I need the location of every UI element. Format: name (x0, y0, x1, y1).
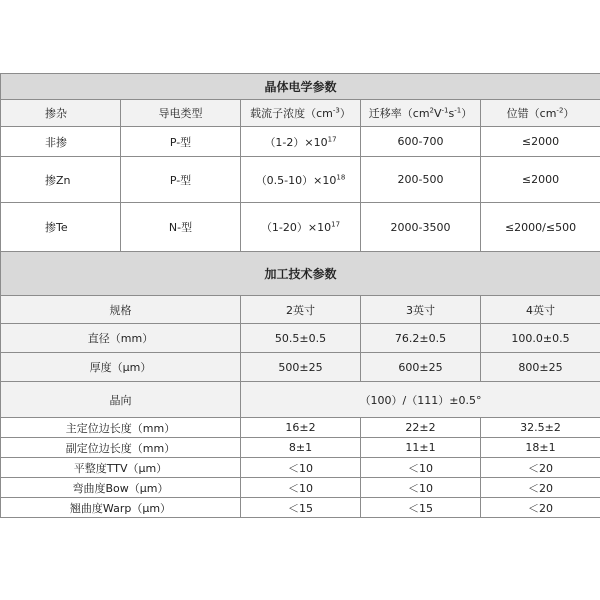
header-dislocation: 位错$(cm^{-2})$ (481, 100, 600, 127)
value-2inch: ＜15 (241, 498, 361, 518)
carrier-cell: $(1-20)\times 10^{17}$ (241, 203, 361, 252)
dopant-cell: 掺Zn (1, 157, 121, 203)
table-row (1, 438, 600, 458)
dislocation-cell: ≤2000 (481, 127, 600, 157)
value-3inch: 22±2 (361, 418, 481, 438)
value-3inch: 600±25 (361, 353, 481, 382)
table-row (1, 203, 600, 252)
value-3inch: ＜15 (361, 498, 481, 518)
row-label: 平整度TTV（μm） (1, 458, 241, 478)
type-cell: P-型 (121, 157, 241, 203)
table-row (1, 324, 600, 353)
header-carrier-concentration: 载流子浓度$(cm^{-3})$ (241, 100, 361, 127)
row-label: 弯曲度Bow（μm） (1, 478, 241, 498)
electrical-title-row (1, 74, 600, 100)
row-label: 翘曲度Warp（μm） (1, 498, 241, 518)
value-3inch: ＜10 (361, 478, 481, 498)
value-2inch: 50.5±0.5 (241, 324, 361, 353)
table-row (1, 498, 600, 518)
row-label: 厚度（μm） (1, 353, 241, 382)
value-2inch: 500±25 (241, 353, 361, 382)
table-row (1, 157, 600, 203)
value-4inch: 18±1 (481, 438, 600, 458)
value-2inch: ＜10 (241, 458, 361, 478)
value-4inch: ＜20 (481, 458, 600, 478)
carrier-cell: $(0.5-10)\times 10^{18}$ (241, 157, 361, 203)
parameters-table (0, 73, 600, 518)
table-row (1, 458, 600, 478)
table-row (1, 353, 600, 382)
header-4inch: 4英寸 (481, 296, 600, 324)
electrical-header-row (1, 100, 600, 127)
dislocation-cell: ≤2000 (481, 157, 600, 203)
row-label: 副定位边长度（mm） (1, 438, 241, 458)
type-cell: N-型 (121, 203, 241, 252)
header-spec: 规格 (1, 296, 241, 324)
mobility-cell: 600-700 (361, 127, 481, 157)
header-dopant: 掺杂 (1, 100, 121, 127)
value-3inch: 11±1 (361, 438, 481, 458)
mobility-cell: 200-500 (361, 157, 481, 203)
orientation-label: 晶向 (1, 382, 241, 418)
header-3inch: 3英寸 (361, 296, 481, 324)
processing-header-row (1, 296, 600, 324)
table-row (1, 478, 600, 498)
dopant-cell: 掺Te (1, 203, 121, 252)
value-4inch: 800±25 (481, 353, 600, 382)
spec-sheet (0, 73, 600, 518)
value-2inch: ＜10 (241, 478, 361, 498)
row-label: 直径（mm） (1, 324, 241, 353)
value-4inch: 100.0±0.5 (481, 324, 600, 353)
header-mobility: 迁移率$(cm^2V^{-1}s^{-1})$ (361, 100, 481, 127)
value-3inch: 76.2±0.5 (361, 324, 481, 353)
electrical-title: 晶体电学参数 (1, 74, 600, 100)
value-4inch: ＜20 (481, 498, 600, 518)
type-cell: P-型 (121, 127, 241, 157)
processing-title: 加工技术参数 (1, 252, 600, 296)
carrier-cell: $(1-2)\times 10^{17}$ (241, 127, 361, 157)
table-row (1, 418, 600, 438)
row-label: 主定位边长度（mm） (1, 418, 241, 438)
table-row (1, 127, 600, 157)
dislocation-cell: ≤2000/≤500 (481, 203, 600, 252)
value-4inch: ＜20 (481, 478, 600, 498)
mobility-cell: 2000-3500 (361, 203, 481, 252)
value-2inch: 8±1 (241, 438, 361, 458)
value-4inch: 32.5±2 (481, 418, 600, 438)
processing-title-row (1, 252, 600, 296)
header-conductivity-type: 导电类型 (121, 100, 241, 127)
dopant-cell: 非掺 (1, 127, 121, 157)
value-2inch: 16±2 (241, 418, 361, 438)
orientation-row (1, 382, 600, 418)
header-2inch: 2英寸 (241, 296, 361, 324)
orientation-value: （100）/（111）±0.5° (241, 382, 600, 418)
value-3inch: ＜10 (361, 458, 481, 478)
